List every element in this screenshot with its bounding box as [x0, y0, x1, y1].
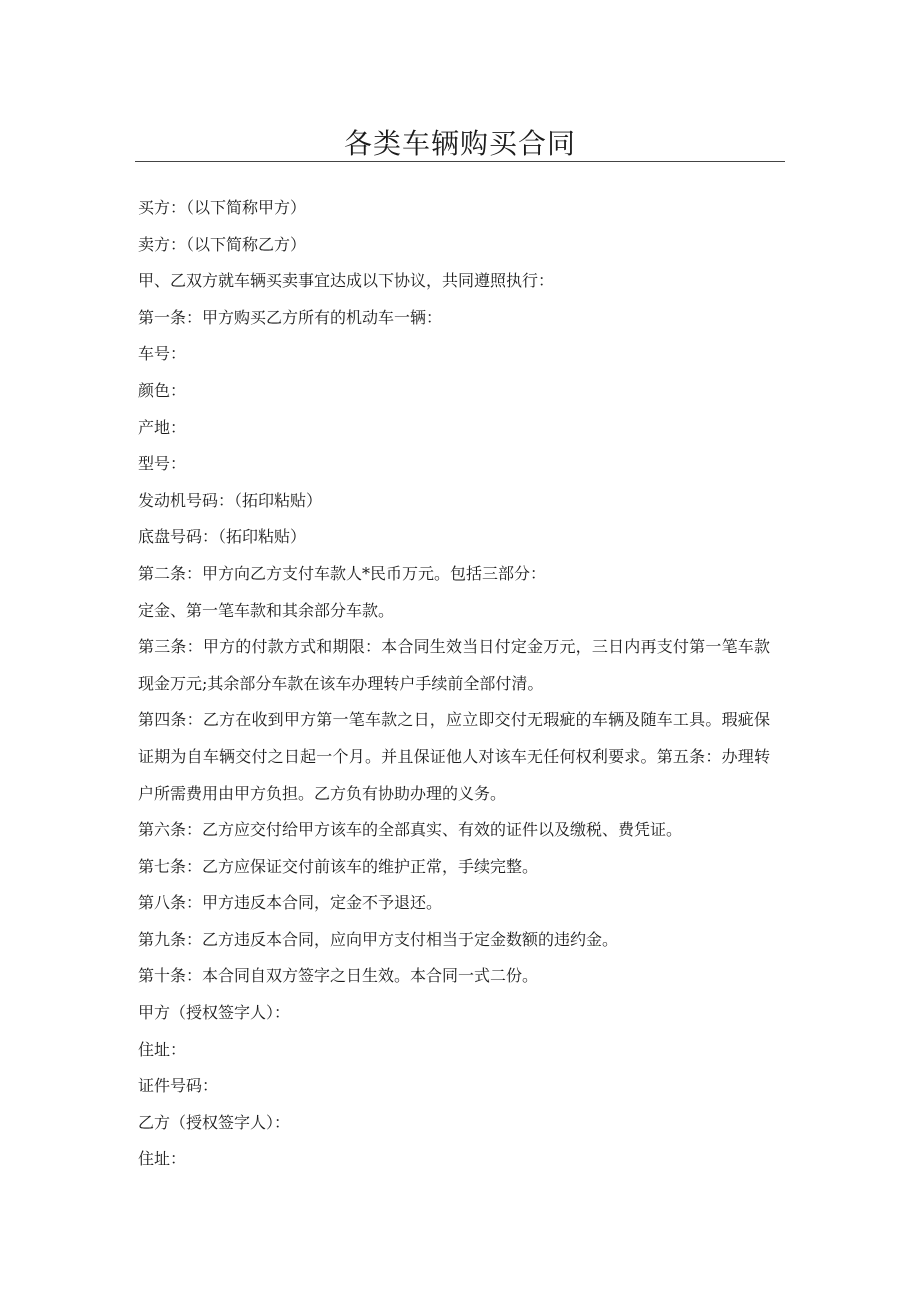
article-6: 第六条：乙方应交付给甲方该车的全部真实、有效的证件以及缴税、费凭证。 — [138, 820, 683, 840]
origin-field: 产地： — [138, 417, 187, 437]
model-field: 型号： — [138, 454, 187, 474]
party-a-address: 住址： — [138, 1039, 187, 1059]
article-8: 第八条：甲方违反本合同，定金不予退还。 — [138, 893, 443, 913]
article-10: 第十条：本合同自双方签字之日生效。本合同一式二份。 — [138, 966, 539, 986]
title-underline — [135, 161, 785, 162]
article-2-continued: 定金、第一笔车款和其余部分车款。 — [138, 600, 395, 620]
seller-line: 卖方：（以下简称乙方） — [138, 234, 307, 254]
party-b-address: 住址： — [138, 1149, 187, 1169]
document-title: 各类车辆购买合同 — [343, 127, 576, 160]
engine-number-field: 发动机号码：（拓印粘贴） — [138, 490, 323, 510]
article-1: 第一条：甲方购买乙方所有的机动车一辆： — [138, 307, 443, 327]
party-a-id-number: 证件号码： — [138, 1076, 219, 1096]
intro-line: 甲、乙双方就车辆买卖事宜达成以下协议，共同遵照执行： — [138, 271, 555, 291]
party-a-signatory: 甲方（授权签字人）： — [138, 1003, 291, 1023]
plate-field: 车号： — [138, 344, 187, 364]
contract-body — [138, 190, 770, 1178]
chassis-number-field: 底盘号码：（拓印粘贴） — [138, 527, 307, 547]
article-4-5: 第四条：乙方在收到甲方第一笔车款之日，应立即交付无瑕疵的车辆及随车工具。瑕疵保证期为自车辆交付之日起一个月。并且保证他人对该车无任何权利要求。第五条：办理转户所需费用由甲方负担。乙方负有协助办理的义务。 — [138, 710, 770, 803]
article-3: 第三条：甲方的付款方式和期限：本合同生效当日付定金万元，三日内再支付第一笔车款现金万元;其余部分车款在该车办理转户手续前全部付清。 — [138, 637, 770, 693]
color-field: 颜色： — [138, 380, 187, 400]
article-2: 第二条：甲方向乙方支付车款人*民币万元。包括三部分： — [138, 563, 547, 583]
article-9: 第九条：乙方违反本合同，应向甲方支付相当于定金数额的违约金。 — [138, 929, 619, 949]
article-7: 第七条：乙方应保证交付前该车的维护正常，手续完整。 — [138, 856, 539, 876]
party-b-signatory: 乙方（授权签字人）： — [138, 1112, 291, 1132]
buyer-line: 买方：（以下简称甲方） — [138, 198, 307, 217]
